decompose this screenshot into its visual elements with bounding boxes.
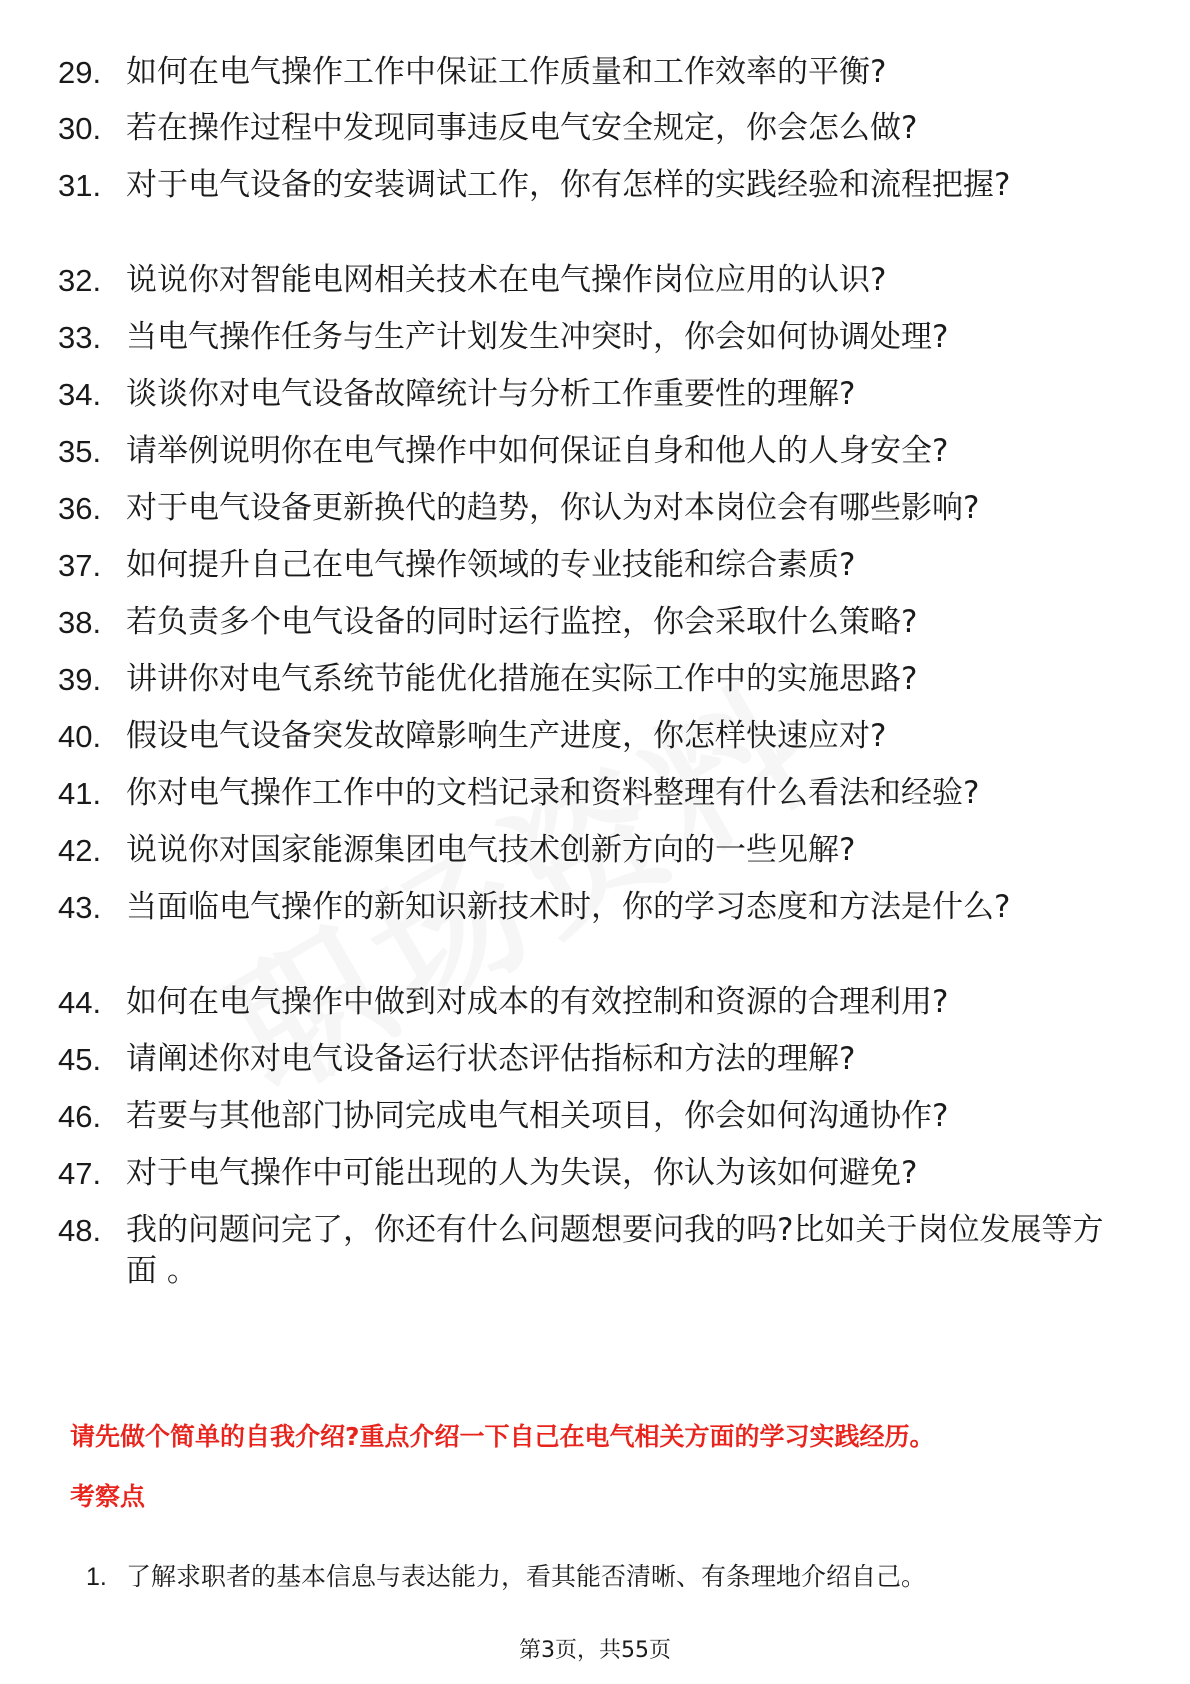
question-text: 若要与其他部门协同完成电气相关项目，你会如何沟通协作? [126,1098,949,1134]
question-number: 39. [58,662,102,697]
question-number: 37. [58,548,102,583]
question-number: 43. [58,890,102,925]
question-number: 36. [58,491,102,526]
question-text: 对于电气操作中可能出现的人为失误，你认为该如何避免? [126,1155,918,1191]
point-number: 1. [86,1563,107,1591]
question-text: 说说你对国家能源集团电气技术创新方向的一些见解? [126,832,856,868]
question-item [58,1210,1108,1292]
question-text: 你对电气操作工作中的文档记录和资料整理有什么看法和经验? [126,775,980,811]
question-text: 对于电气设备的安装调试工作，你有怎样的实践经验和流程把握? [126,167,1011,203]
question-number: 34. [58,377,102,412]
question-item [58,1153,1108,1194]
question-text: 请举例说明你在电气操作中如何保证自身和他人的人身安全? [126,433,949,469]
question-text: 若负责多个电气设备的同时运行监控，你会采取什么策略? [126,604,918,640]
question-number: 46. [58,1099,102,1134]
question-number: 33. [58,320,102,355]
question-number: 44. [58,985,102,1020]
question-text: 对于电气设备更新换代的趋势，你认为对本岗位会有哪些影响? [126,490,980,526]
interview-question-heading: 请先做个简单的自我介绍?重点介绍一下自己在电气相关方面的学习实践经历。 [70,1422,935,1451]
question-text: 当面临电气操作的新知识新技术时，你的学习态度和方法是什么? [126,889,1011,925]
question-number: 42. [58,833,102,868]
question-text: 假设电气设备突发故障影响生产进度，你怎样快速应对? [126,718,887,754]
question-number: 31. [58,168,102,203]
question-number: 30. [58,111,102,146]
question-text: 请阐述你对电气设备运行状态评估指标和方法的理解? [126,1041,856,1077]
question-text: 如何在电气操作工作中保证工作质量和工作效率的平衡? [126,54,887,90]
question-number: 45. [58,1042,102,1077]
question-item [58,52,1108,93]
question-item [58,716,1108,757]
question-item [58,659,1108,700]
question-text: 当电气操作任务与生产计划发生冲突时，你会如何协调处理? [126,319,949,355]
question-item [58,830,1108,871]
question-item [58,108,1108,149]
question-item [58,488,1108,529]
question-number: 47. [58,1156,102,1191]
assessment-point-item [86,1560,1126,1594]
question-item [58,773,1108,814]
question-text: 如何提升自己在电气操作领域的专业技能和综合素质? [126,547,856,583]
question-item [58,982,1108,1023]
question-number: 41. [58,776,102,811]
question-number: 29. [58,55,102,90]
question-item [58,431,1108,472]
question-number: 48. [58,1213,102,1248]
question-item [58,1096,1108,1137]
question-item [58,260,1108,301]
page-footer: 第3页，共55页 [519,1638,671,1663]
question-number: 38. [58,605,102,640]
question-item [58,602,1108,643]
question-item [58,545,1108,586]
point-text: 了解求职者的基本信息与表达能力，看其能否清晰、有条理地介绍自己。 [126,1562,927,1591]
question-text: 讲讲你对电气系统节能优化措施在实际工作中的实施思路? [126,661,918,697]
question-text: 若在操作过程中发现同事违反电气安全规定，你会怎么做? [126,110,918,146]
question-item [58,1039,1108,1080]
question-item [58,165,1108,206]
question-item [58,317,1108,358]
question-text: 如何在电气操作中做到对成本的有效控制和资源的合理利用? [126,984,949,1020]
question-text: 说说你对智能电网相关技术在电气操作岗位应用的认识? [126,262,887,298]
assessment-points-heading: 考察点 [70,1482,146,1511]
question-text: 谈谈你对电气设备故障统计与分析工作重要性的理解? [126,376,856,412]
question-number: 40. [58,719,102,754]
question-item [58,887,1108,928]
question-number: 35. [58,434,102,469]
question-item [58,374,1108,415]
question-text: 我的问题问完了，你还有什么问题想要问我的吗?比如关于岗位发展等方面 。 [126,1212,1104,1289]
question-number: 32. [58,263,102,298]
